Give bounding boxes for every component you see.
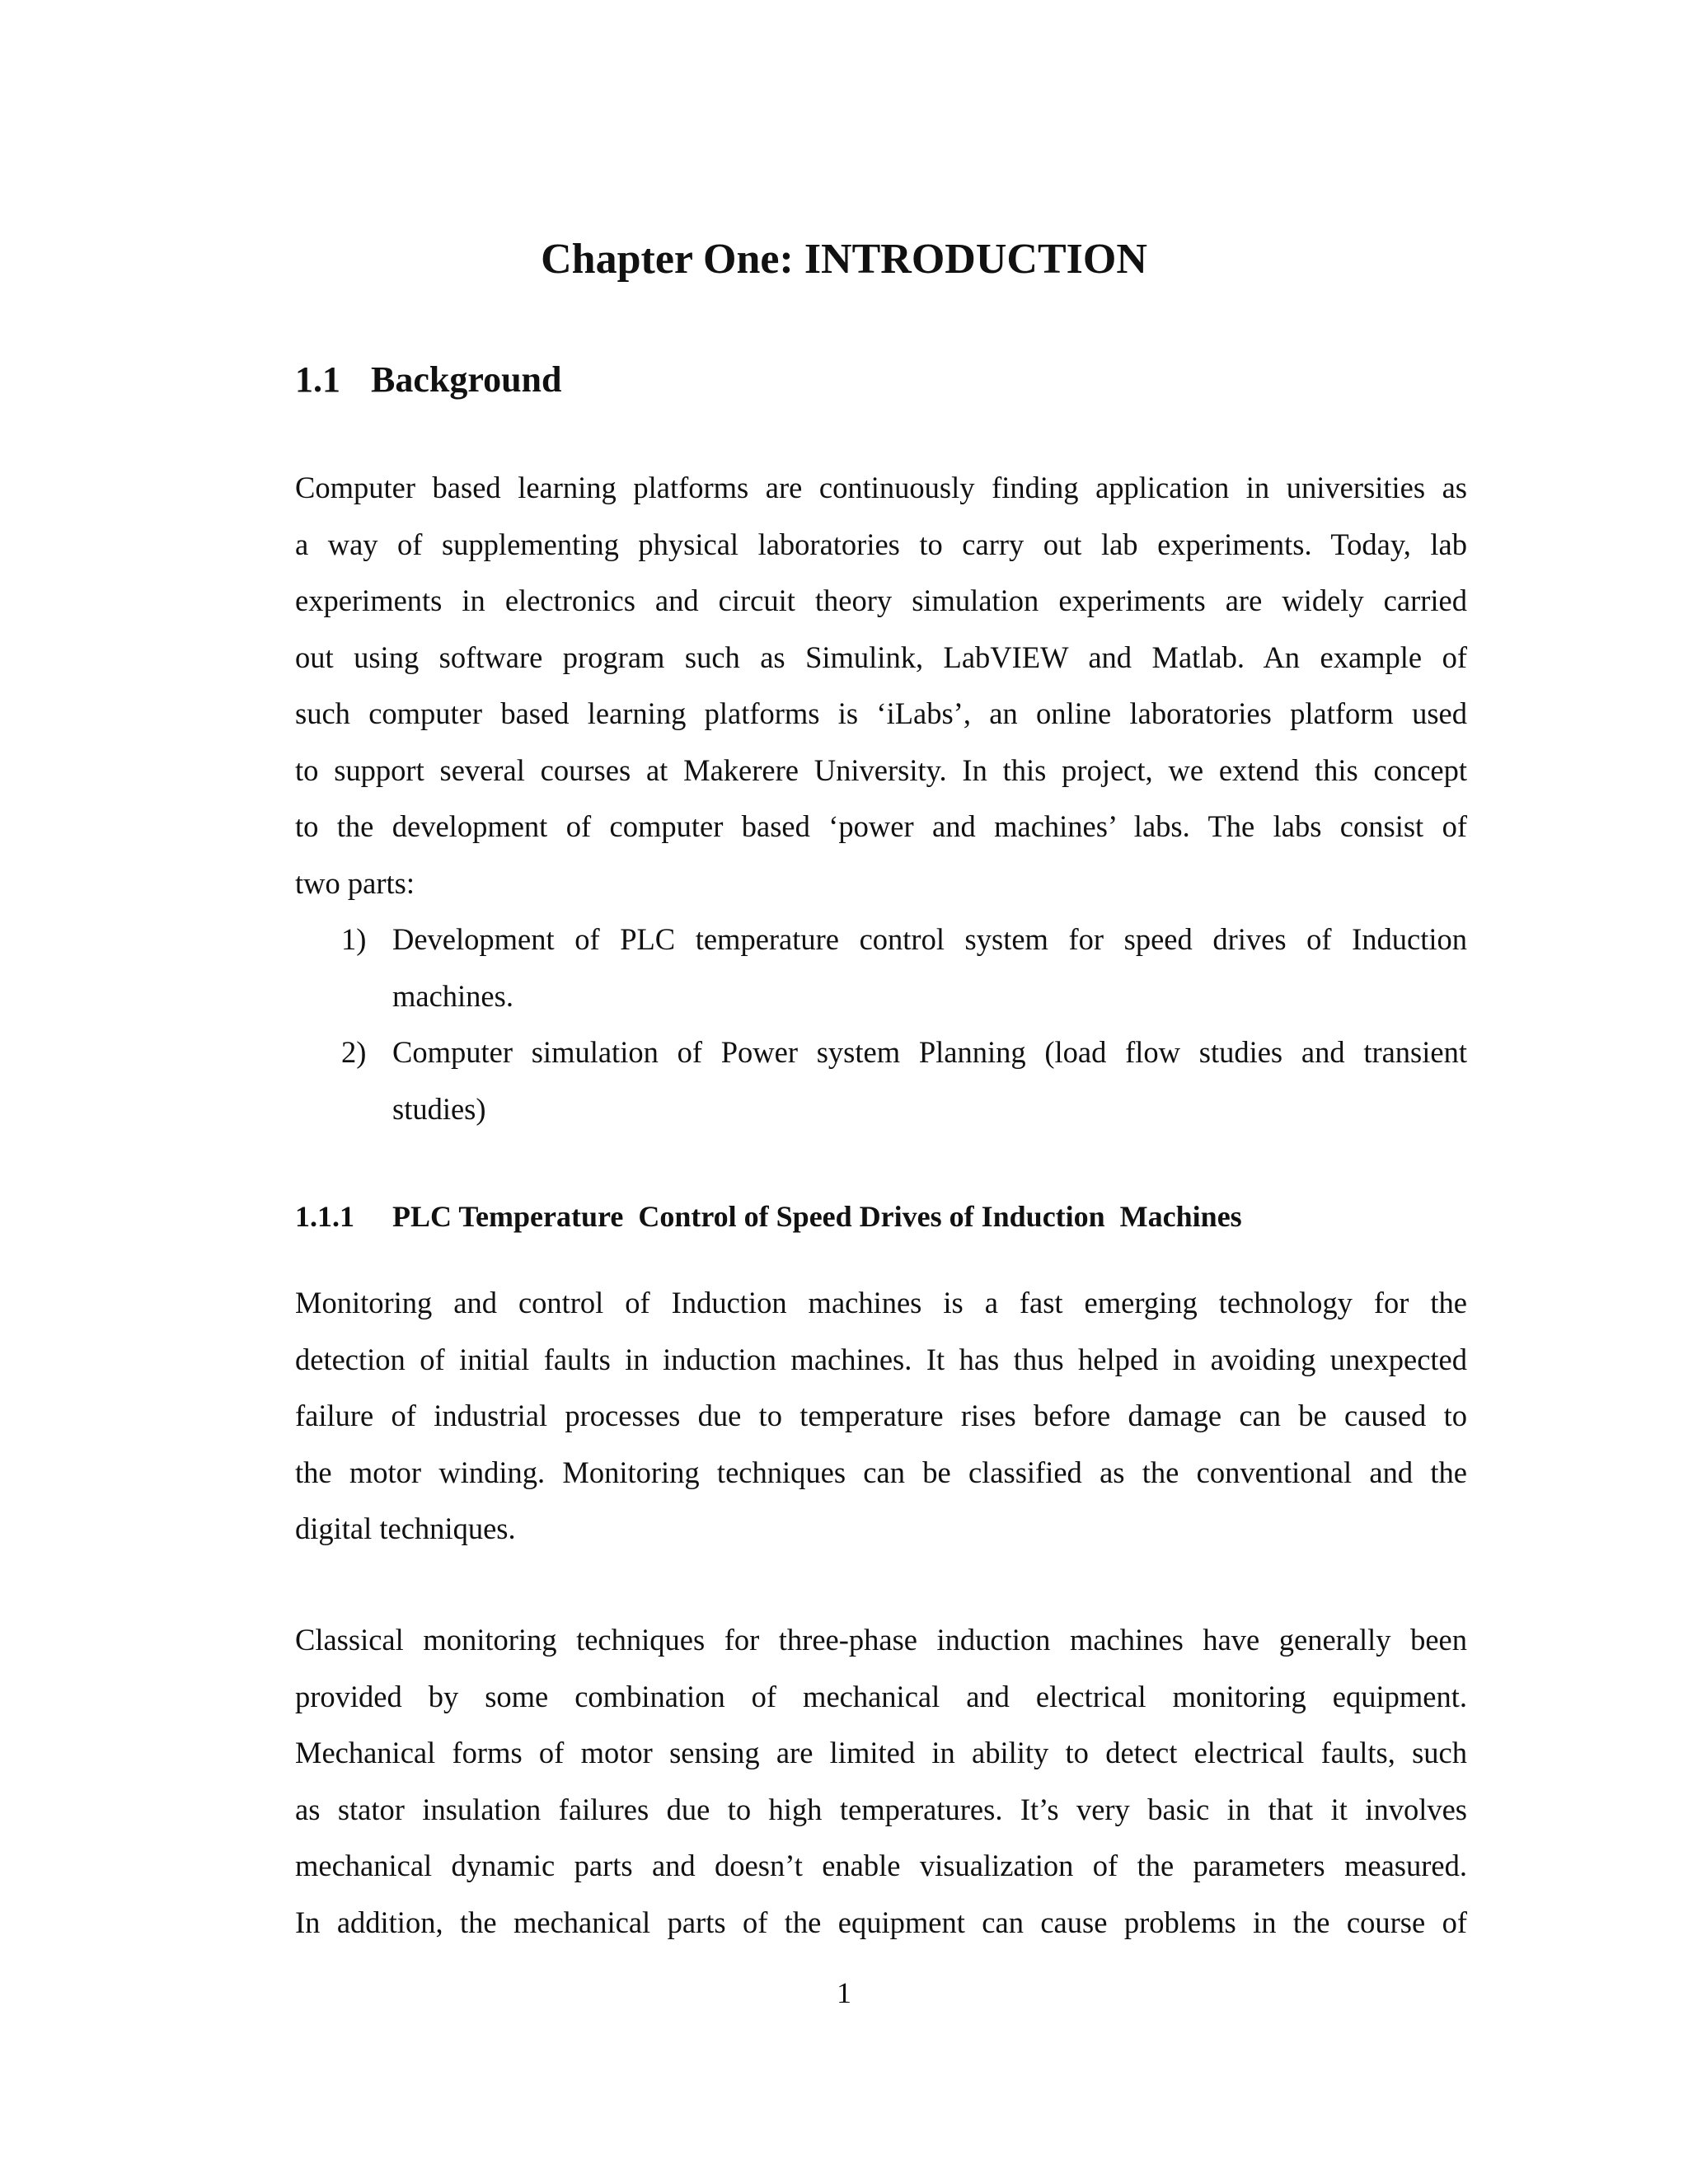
paragraph-line: provided by some combination of mechanical and electrical monitoring equipment. (295, 1679, 1467, 1713)
classical-techniques-paragraph (295, 1612, 1467, 1951)
paragraph-line: two parts: (295, 865, 415, 900)
paragraph-line: to support several courses at Makerere University. In this project, we extend this concept (295, 752, 1467, 787)
chapter-title: Chapter One: INTRODUCTION (541, 236, 1147, 283)
paragraph-line: failure of industrial processes due to temperature rises before damage can be caused to (295, 1399, 1467, 1432)
paragraph-line: digital techniques. (295, 1511, 516, 1545)
list-item-line: Computer simulation of Power system Planning (load flow studies and transient (392, 1035, 1467, 1069)
background-paragraph (295, 460, 1467, 912)
paragraph-line: a way of supplementing physical laboratories to carry out lab experiments. Today, lab (295, 527, 1467, 561)
paragraph-line: Monitoring and control of Induction machines is a fast emerging technology for the (295, 1286, 1467, 1319)
section-title: Background (371, 359, 562, 400)
paragraph-line: mechanical dynamic parts and doesn’t enable visualization of the parameters measured. (295, 1849, 1467, 1882)
list-item-line: Development of PLC temperature control system for speed drives of Induction (392, 922, 1467, 956)
subsection-number: 1.1.1 (295, 1200, 354, 1233)
paragraph-line: Mechanical forms of motor sensing are limited in ability to detect electrical faults, such (295, 1736, 1467, 1769)
list-item (295, 1024, 1467, 1137)
subsection-title: PLC Temperature Control of Speed Drives of Induction Machines (392, 1200, 1242, 1233)
section-heading (295, 357, 562, 403)
paragraph-line: as stator insulation failures due to high temperatures. It’s very basic in that it involves (295, 1792, 1467, 1826)
subsection-heading (295, 1193, 1242, 1240)
lab-parts-list (295, 912, 1467, 1137)
paragraph-line: experiments in electronics and circuit theory simulation experiments are widely carried (295, 583, 1467, 617)
paragraph-line: Classical monitoring techniques for three-phase induction machines have generally been (295, 1623, 1467, 1657)
paragraph-line: In addition, the mechanical parts of the equipment can cause problems in the course of (295, 1905, 1467, 1939)
paragraph-line: to the development of computer based ‘power and machines’ labs. The labs consist of (295, 809, 1467, 843)
paragraph-line: detection of initial faults in induction machines. It has thus helped in avoiding unexpected (295, 1342, 1467, 1376)
page-number: 1 (837, 1976, 851, 2009)
paragraph-line: out using software program such as Simulink, LabVIEW and Matlab. An example of (295, 640, 1467, 674)
paragraph-line: such computer based learning platforms is ‘iLabs’, an online laboratories platform used (295, 696, 1467, 730)
list-item-line: studies) (392, 1091, 486, 1126)
list-marker: 1) (341, 922, 367, 956)
monitoring-paragraph (295, 1275, 1467, 1558)
list-marker: 2) (341, 1035, 367, 1069)
list-item-line: machines. (392, 978, 513, 1013)
paragraph-line: the motor winding. Monitoring techniques can be classified as the conventional and the (295, 1455, 1467, 1489)
section-number: 1.1 (295, 359, 340, 400)
paragraph-line: Computer based learning platforms are continuously finding application in universities as (295, 471, 1467, 504)
list-item (295, 912, 1467, 1024)
